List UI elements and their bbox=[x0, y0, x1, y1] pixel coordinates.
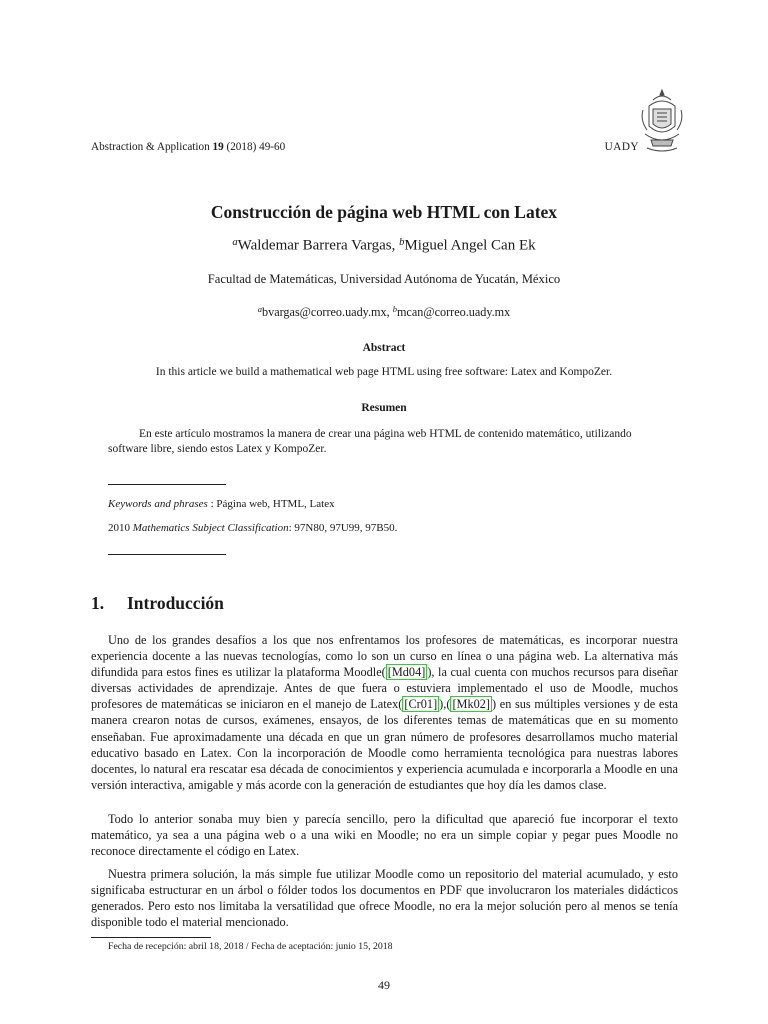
citation-mk02-link[interactable]: [Mk02] bbox=[452, 697, 491, 712]
section-heading bbox=[91, 593, 224, 614]
footnote-rule bbox=[91, 937, 211, 938]
resumen-heading: Resumen bbox=[361, 402, 407, 414]
section-title: Introducción bbox=[127, 593, 224, 613]
p1-text-d: ) en sus múltiples versiones y de esta manera crearon notas de cursos, exámenes, ensayos, de los diferentes temas de matemáticas que en su momento enseñaban. Fue aproximadamente una década en que un gran número de profesores desarrollamos mucho material educativo basado en Latex. Con la incorporación de Moodle como herramienta tecnológica para nuestras labores docentes, lo natural era rescatar esa década de conocimientos y experiencia acumulada e incorporarla a Moodle en una versión interactiva, amigable y más acorde con la generación de estudiantes que hoy día les damos clase. bbox=[91, 697, 679, 792]
email-b: mcan@correo.uady.mx bbox=[396, 304, 511, 319]
citation-md04-link[interactable]: [Md04] bbox=[387, 665, 426, 680]
author-b-mark: b bbox=[399, 237, 405, 248]
p1-text-a: Uno de los grandes desafíos a los que nos enfrentamos los profesores de matemáticas, es incorporar nuestra experiencia docente a las nuevas tecnologías, como lo son un curso en línea o una página web. La alternativa más difundida para estos fines es utilizar la plataforma Moodle( bbox=[91, 633, 678, 680]
email-a-mark: a bbox=[257, 304, 262, 314]
abstract-heading: Abstract bbox=[362, 342, 406, 354]
msc-label: Mathematics Subject Classification bbox=[132, 522, 289, 534]
journal-name: Abstraction & Application bbox=[91, 141, 210, 153]
paper-title: Construcción de página web HTML con Latex bbox=[210, 202, 558, 222]
p2-text: Todo lo anterior sonaba muy bien y parecía sencillo, pero la dificultad que apareció fue incorporar el texto matemático, ya sea a una página web o a una wiki en Moodle; no era un simple copiar y pegar pues Moodle no reconoce directamente el código en Latex. bbox=[91, 812, 678, 859]
msc-prefix: 2010 bbox=[108, 522, 130, 534]
citation-cr01-link[interactable]: [Cr01] bbox=[404, 697, 438, 712]
journal-volume: 19 bbox=[212, 141, 224, 153]
keywords-value: : Página web, HTML, Latex bbox=[210, 498, 335, 510]
abstract-text: In this article we build a mathematical web page HTML using free software: Latex and KompoZer. bbox=[155, 366, 613, 378]
email-b-mark: b bbox=[392, 304, 397, 314]
author-b-name: Miguel Angel Can Ek bbox=[404, 237, 536, 254]
keywords-bottom-rule bbox=[108, 554, 226, 555]
keywords-line bbox=[108, 498, 335, 510]
paragraph-2 bbox=[91, 811, 678, 859]
section-number: 1. bbox=[91, 593, 105, 613]
footnote-dates: Fecha de recepción: abril 18, 2018 / Fecha de aceptación: junio 15, 2018 bbox=[108, 941, 393, 952]
publisher-name: UADY bbox=[604, 141, 639, 153]
paragraph-1 bbox=[91, 632, 678, 793]
msc-line bbox=[108, 522, 397, 534]
page-number: 49 bbox=[378, 978, 390, 992]
email-a: bvargas@correo.uady.mx, bbox=[262, 304, 390, 319]
author-emails bbox=[0, 304, 768, 320]
journal-year-pages: (2018) 49-60 bbox=[226, 141, 286, 153]
affiliation: Facultad de Matemáticas, Universidad Autónoma de Yucatán, México bbox=[207, 272, 561, 286]
author-a-name: Waldemar Barrera Vargas, bbox=[237, 237, 396, 254]
p3-text: Nuestra primera solución, la más simple fue utilizar Moodle como un repositorio del material acumulado, y esto significaba estructurar en un árbol o fólder todos los documentos en PDF que involucraron los materiales didácticos generados. Pero esto nos limitaba la versatilidad que ofrece Moodle, no era la mejor solución pero al menos se tenía disponible todo el material mencionado. bbox=[91, 867, 678, 930]
resumen-text: En este artículo mostramos la manera de crear una página web HTML de contenido matemático, utilizando software libre, siendo estos Latex y KompoZer. bbox=[108, 428, 632, 455]
university-seal-icon bbox=[637, 86, 687, 156]
paragraph-3 bbox=[91, 866, 678, 930]
running-head bbox=[91, 141, 639, 153]
msc-value: : 97N80, 97U99, 97B50. bbox=[288, 522, 398, 534]
p1-text-c: ),( bbox=[439, 697, 451, 712]
p1-text-b: ), la cual cuenta con muchos recursos para diseñar diversas actividades de aprendizaje. Antes de que fuera o estuviera implementado el uso de Moodle, muchos profesores de matemáticas se iniciaron en el manejo de Latex( bbox=[91, 665, 678, 712]
keywords-top-rule bbox=[108, 484, 226, 485]
keywords-label: Keywords and phrases bbox=[108, 498, 208, 510]
author-a-mark: a bbox=[232, 237, 238, 248]
author-list bbox=[0, 237, 768, 255]
